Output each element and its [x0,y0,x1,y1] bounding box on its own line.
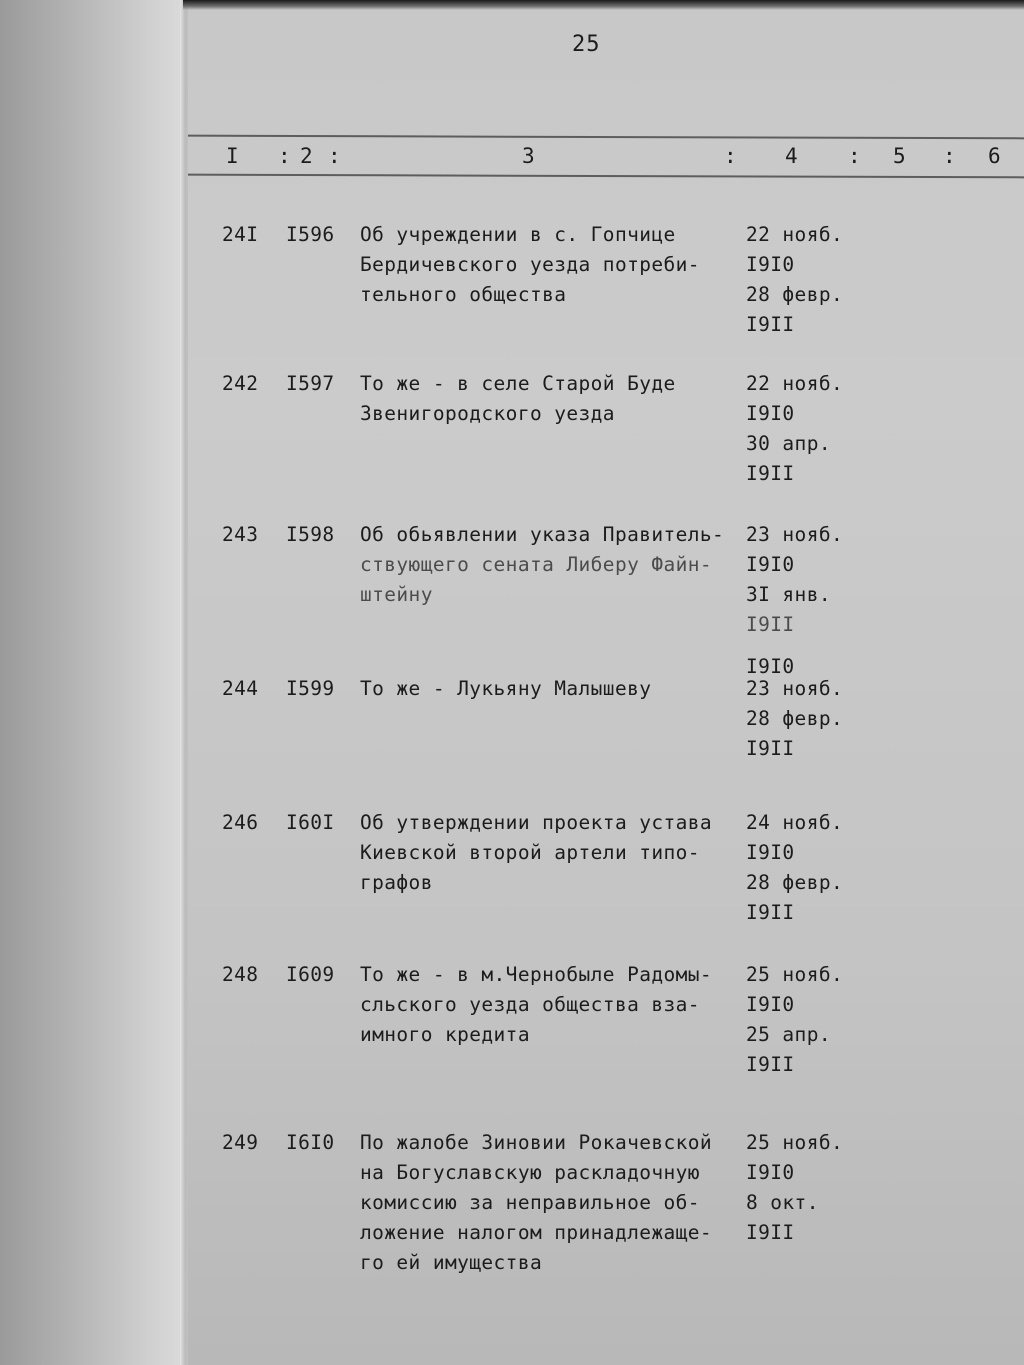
file-number: I597 [286,372,335,395]
entry-dates: 25 нояб. I9I0 8 окт. I9II [746,1131,844,1244]
entry-number: 246 [222,811,259,834]
column-header-2: 2 [300,144,313,168]
entry-number: 248 [222,963,259,986]
file-number: I609 [286,963,335,986]
entry-number: 243 [222,523,259,546]
entry-description: Об учреждении в с. Гопчице Бердичевского уезда потреби- тельного общества [360,223,700,306]
entry-description: По жалобе Зиновии Рокачевской на Богуславскую раскладочную комиссию за неправильное об- ложение налогом принадлежаще- го ей имущества [360,1131,713,1274]
entry-number: 249 [222,1131,259,1154]
entry-description: То же - в селе Старой Буде Звенигородского уезда [360,372,676,425]
column-separator: : [328,144,341,168]
entry-dates: 22 нояб. I9I0 30 апр. I9II [746,372,844,485]
header-rule-top [188,135,1024,139]
file-number: I60I [286,811,335,834]
top-shadow [183,0,1024,10]
file-number: I596 [286,223,335,246]
column-header-6: 6 [988,144,1001,168]
entry-description: То же - Лукьяну Малышеву [360,677,652,700]
column-header-5: 5 [893,144,906,168]
entry-description: То же - в м.Чернобыле Радомы- сльского уезда общества вза- имного кредита [360,963,713,1046]
header-rule-bottom [188,174,1024,178]
column-header-4: 4 [785,144,798,168]
column-header-3: 3 [522,144,535,168]
entry-number: 24I [222,223,259,246]
column-separator: : [724,144,737,168]
column-separator: : [278,144,291,168]
column-separator: : [848,144,861,168]
entry-number: 242 [222,372,259,395]
entry-description: Об утверждении проекта устава Киевской второй артели типо- графов [360,811,713,894]
page-number: 25 [572,32,601,57]
entry-dates: 24 нояб. I9I0 28 февр. I9II [746,811,844,924]
file-number: I598 [286,523,335,546]
entry-number: 244 [222,677,259,700]
file-number: I599 [286,677,335,700]
left-facing-page [0,0,183,1365]
typewritten-page [188,0,1024,1365]
entry-dates: 23 нояб. 28 февр. I9II [746,677,844,760]
entry-dates: 25 нояб. I9I0 25 апр. I9II [746,963,844,1076]
file-number: I6I0 [286,1131,335,1154]
entry-dates: 23 нояб. I9I0 3I янв. I9II [746,523,844,636]
entry-dates-overflow: I9I0 [746,655,795,678]
entry-dates: 22 нояб. I9I0 28 февр. I9II [746,223,844,336]
entry-description: Об обьявлении указа Правитель- ствующего сената Либеру Файн- штейну [360,523,725,606]
column-separator: : [943,144,956,168]
column-header-1: I [226,144,239,168]
